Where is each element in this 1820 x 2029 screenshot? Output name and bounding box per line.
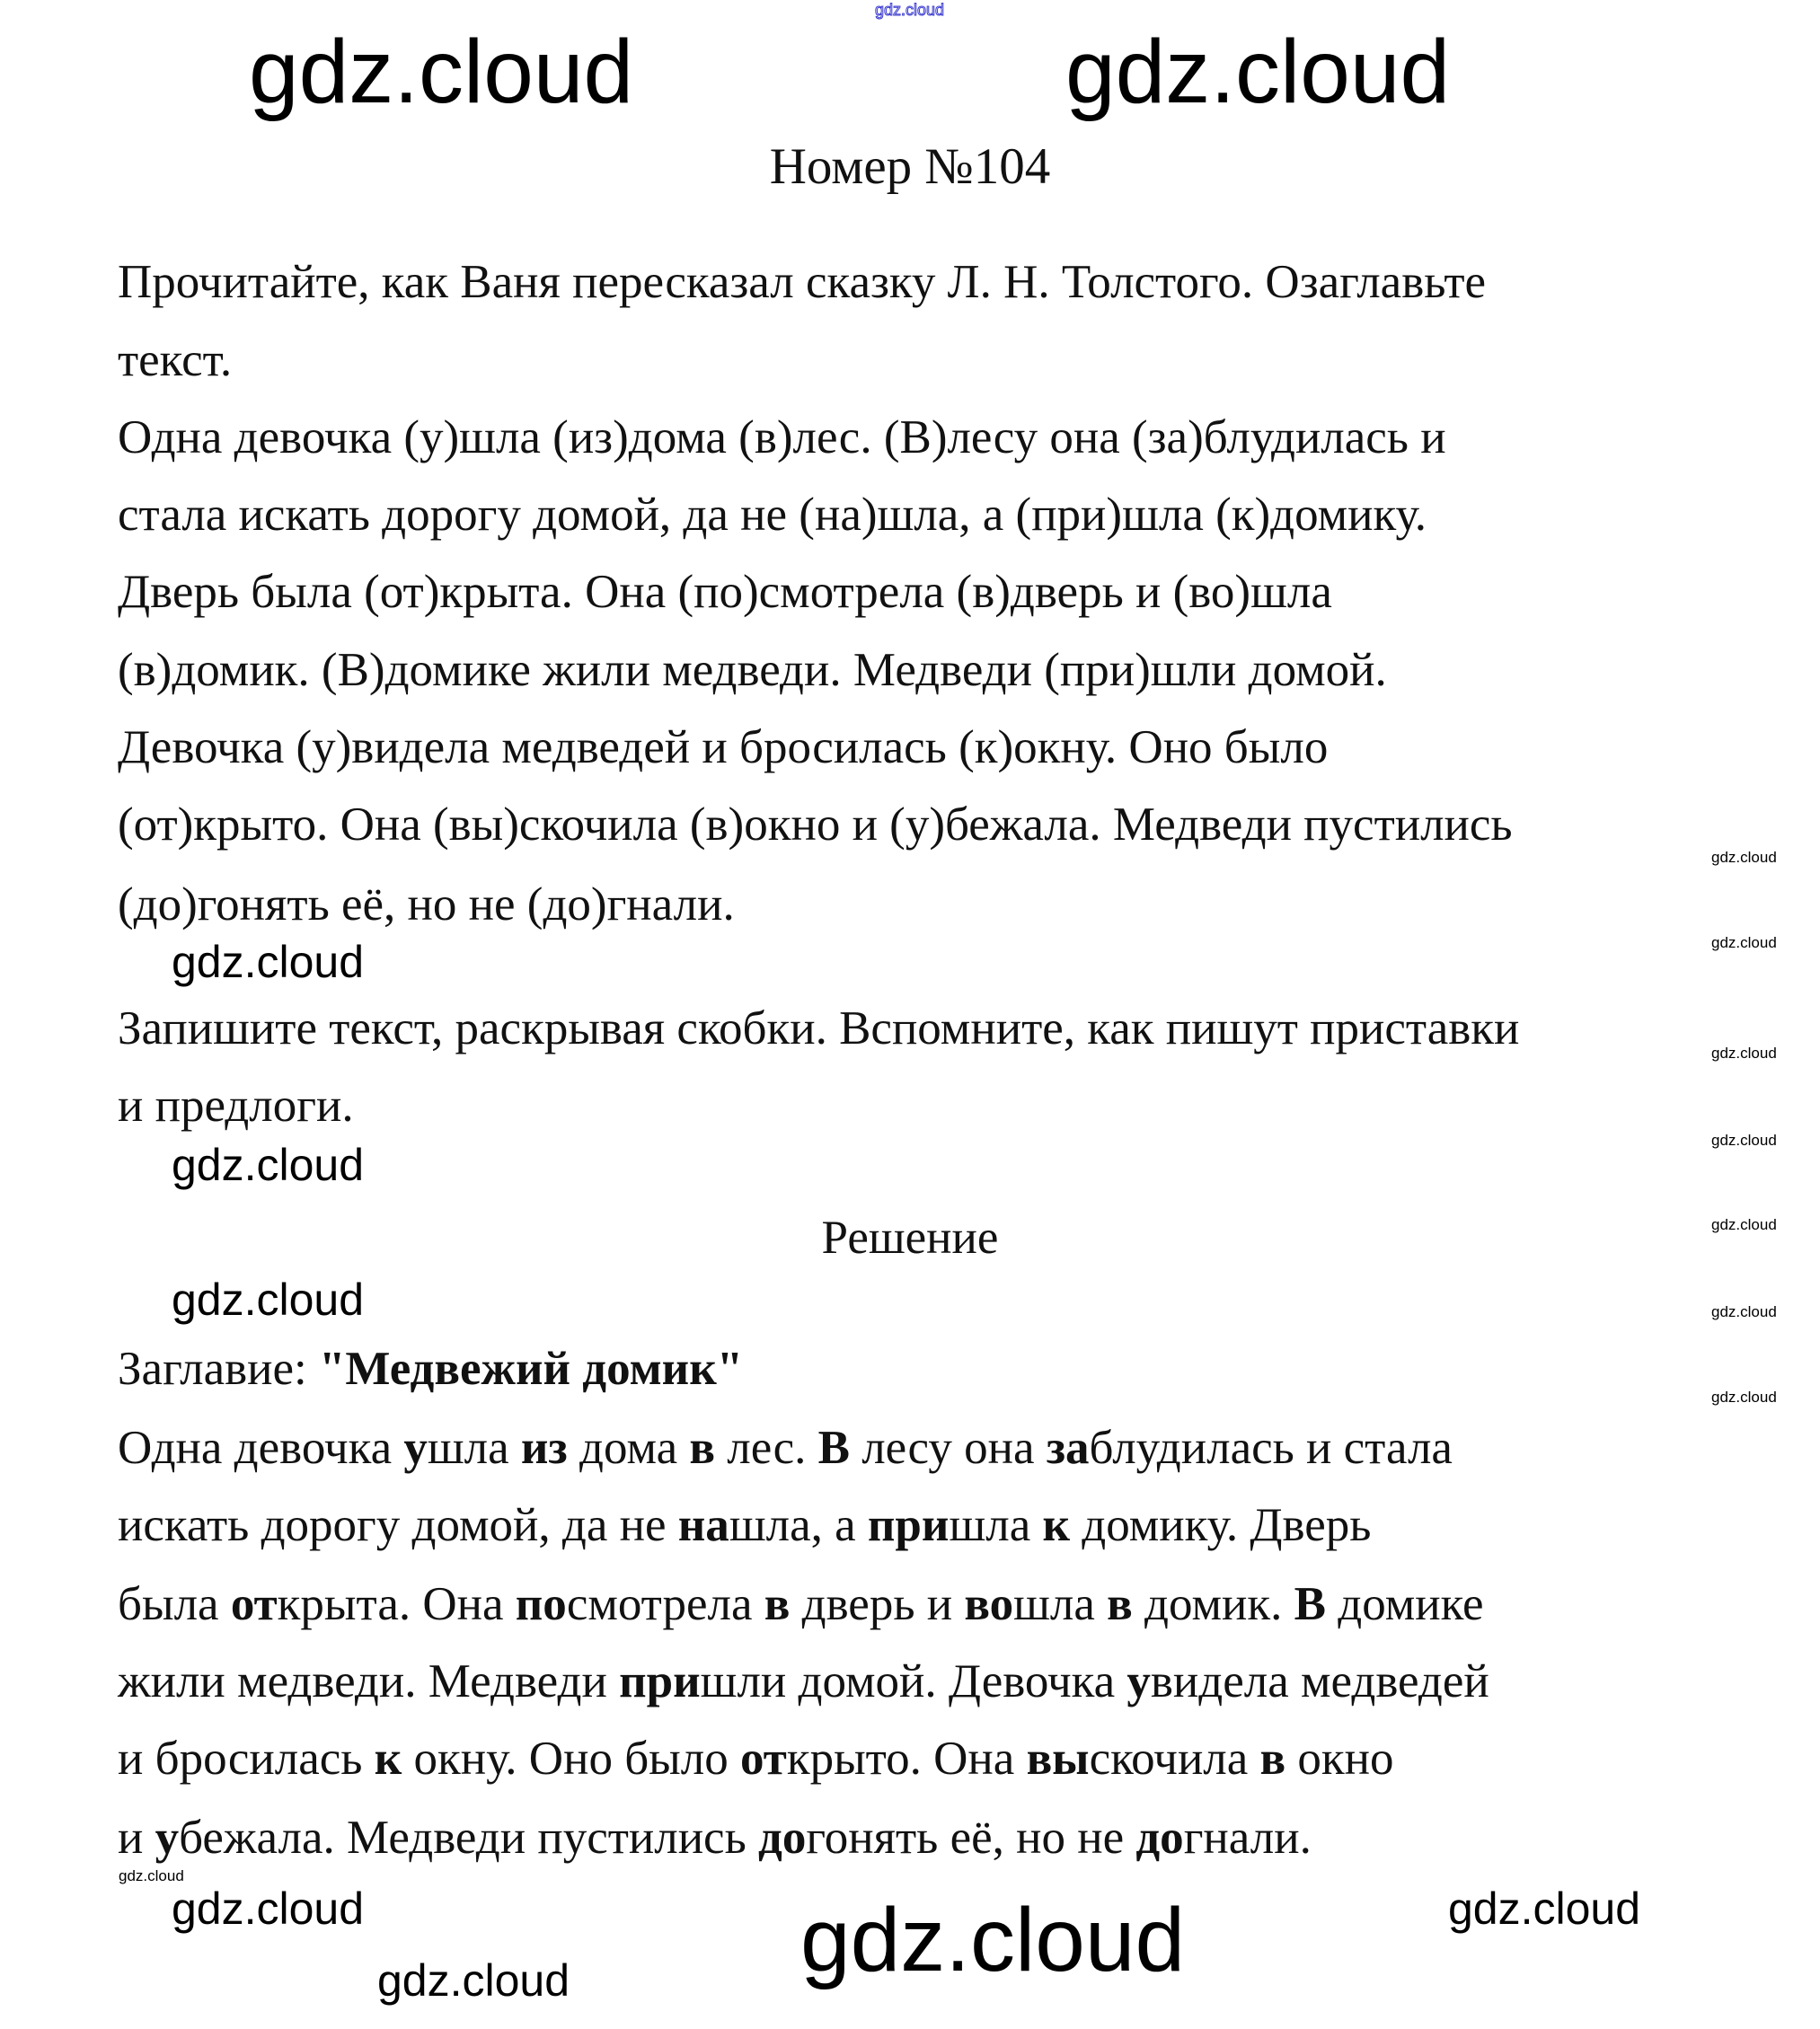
highlighted-part: в (689, 1422, 716, 1474)
highlighted-part: от (739, 1733, 787, 1785)
watermark: gdz.cloud (1711, 934, 1777, 951)
text-part: окну. Оно было (402, 1733, 740, 1785)
title-label: Заглавие: (118, 1343, 319, 1395)
text-part: Одна девочка (118, 1422, 404, 1474)
highlighted-part: из (520, 1422, 568, 1474)
text-part: крыто. Она (786, 1733, 1027, 1785)
text-part: домику. Дверь (1070, 1499, 1372, 1551)
highlighted-part: к (374, 1733, 402, 1785)
solution-line (118, 1499, 1372, 1551)
solution-line (118, 1422, 1453, 1474)
highlighted-part: к (1042, 1499, 1071, 1551)
watermark: gdz.cloud (172, 1275, 365, 1325)
task-line: текст. (118, 334, 233, 386)
text-part: дома (567, 1422, 690, 1474)
instruction-line: и предлоги. (118, 1080, 354, 1132)
watermark: gdz.cloud (1711, 1303, 1777, 1320)
text-part: крыта. Она (277, 1578, 516, 1630)
solution-line (118, 1578, 1484, 1630)
highlighted-part: в (1259, 1733, 1286, 1785)
task-line: Прочитайте, как Ваня пересказал сказку Л. Н. Толстого. Озаглавьте (118, 256, 1487, 308)
highlighted-part: за (1046, 1422, 1090, 1474)
watermark: gdz.cloud (1711, 1132, 1777, 1149)
task-line: Одна девочка (у)шла (из)дома (в)лес. (В)лесу она (за)блудилась и (118, 411, 1446, 463)
watermark: gdz.cloud (1711, 1389, 1777, 1406)
task-line: Девочка (у)видела медведей и бросилась (к)окну. Оно было (118, 721, 1329, 773)
text-part: окно (1285, 1733, 1394, 1785)
highlighted-part: во (964, 1578, 1014, 1630)
text-part: гнали. (1183, 1812, 1312, 1864)
watermark: gdz.cloud (1711, 1045, 1777, 1062)
highlighted-part: у (1126, 1655, 1151, 1707)
solution-title (118, 1345, 743, 1393)
solution-line (118, 1655, 1489, 1707)
watermark: gdz.cloud (1711, 1216, 1777, 1233)
solution-line (118, 1814, 1312, 1862)
watermark-top: gdz.cloud (875, 1, 945, 19)
text-part: скочила (1089, 1733, 1260, 1785)
text-part: дверь и (790, 1578, 965, 1630)
text-part: лес. (715, 1422, 818, 1474)
text-part: домике (1326, 1578, 1484, 1630)
task-line: (до)гонять её, но не (до)гнали. (118, 878, 735, 931)
watermark: gdz.cloud (1711, 849, 1777, 866)
highlighted-part: в (764, 1578, 791, 1630)
watermark: gdz.cloud (1448, 1883, 1641, 1934)
watermark: gdz.cloud (119, 1867, 184, 1884)
text-part: шла, а (729, 1499, 868, 1551)
task-line: (в)домик. (В)домике жили медведи. Медведи (при)шли домой. (118, 644, 1387, 696)
highlighted-part: у (403, 1422, 428, 1474)
solution-line (118, 1735, 1394, 1783)
text-part: домик. (1132, 1578, 1294, 1630)
highlighted-part: на (677, 1499, 729, 1551)
text-part: и бросилась (118, 1733, 375, 1785)
highlighted-part: В (817, 1422, 850, 1474)
highlighted-part: до (758, 1812, 807, 1864)
solution-heading: Решение (821, 1212, 999, 1264)
text-part: шла (949, 1499, 1043, 1551)
text-part: шла (427, 1422, 521, 1474)
text-part: жили медведи. Медведи (118, 1655, 620, 1707)
text-part: и (118, 1812, 155, 1864)
task-line: (от)крыто. Она (вы)скочила (в)окно и (у)бежала. Медведи пустились (118, 798, 1513, 851)
text-part: блудилась и стала (1089, 1422, 1453, 1474)
text-part: лесу она (849, 1422, 1047, 1474)
text-part: шли домой. Девочка (700, 1655, 1127, 1707)
watermark: gdz.cloud (1065, 22, 1451, 122)
text-part: бежала. Медведи пустились (179, 1812, 759, 1864)
watermark: gdz.cloud (172, 937, 365, 987)
title-value: "Медвежий домик" (318, 1343, 744, 1395)
highlighted-part: у (155, 1812, 180, 1864)
text-part: видела медведей (1150, 1655, 1489, 1707)
watermark: gdz.cloud (377, 1955, 570, 2006)
text-part: шла (1013, 1578, 1108, 1630)
highlighted-part: вы (1026, 1733, 1090, 1785)
highlighted-part: до (1135, 1812, 1184, 1864)
page-title: Номер №104 (769, 138, 1051, 195)
task-line: стала искать дорогу домой, да не (на)шла, а (при)шла (к)домику. (118, 489, 1427, 541)
text-part: гонять её, но не (806, 1812, 1136, 1864)
text-part: искать дорогу домой, да не (118, 1499, 678, 1551)
text-part: была (118, 1578, 231, 1630)
watermark: gdz.cloud (800, 1890, 1186, 1990)
task-line: Дверь была (от)крыта. Она (по)смотрела (в)дверь и (во)шла (118, 566, 1332, 618)
highlighted-part: при (619, 1655, 701, 1707)
watermark: gdz.cloud (172, 1883, 365, 1934)
highlighted-part: при (867, 1499, 950, 1551)
watermark: gdz.cloud (249, 22, 634, 122)
highlighted-part: по (515, 1578, 567, 1630)
text-part: смотрела (566, 1578, 764, 1630)
watermark: gdz.cloud (172, 1140, 365, 1190)
highlighted-part: от (230, 1578, 278, 1630)
highlighted-part: В (1294, 1578, 1327, 1630)
highlighted-part: в (1107, 1578, 1133, 1630)
instruction-line: Запишите текст, раскрывая скобки. Вспомните, как пишут приставки (118, 1002, 1520, 1054)
